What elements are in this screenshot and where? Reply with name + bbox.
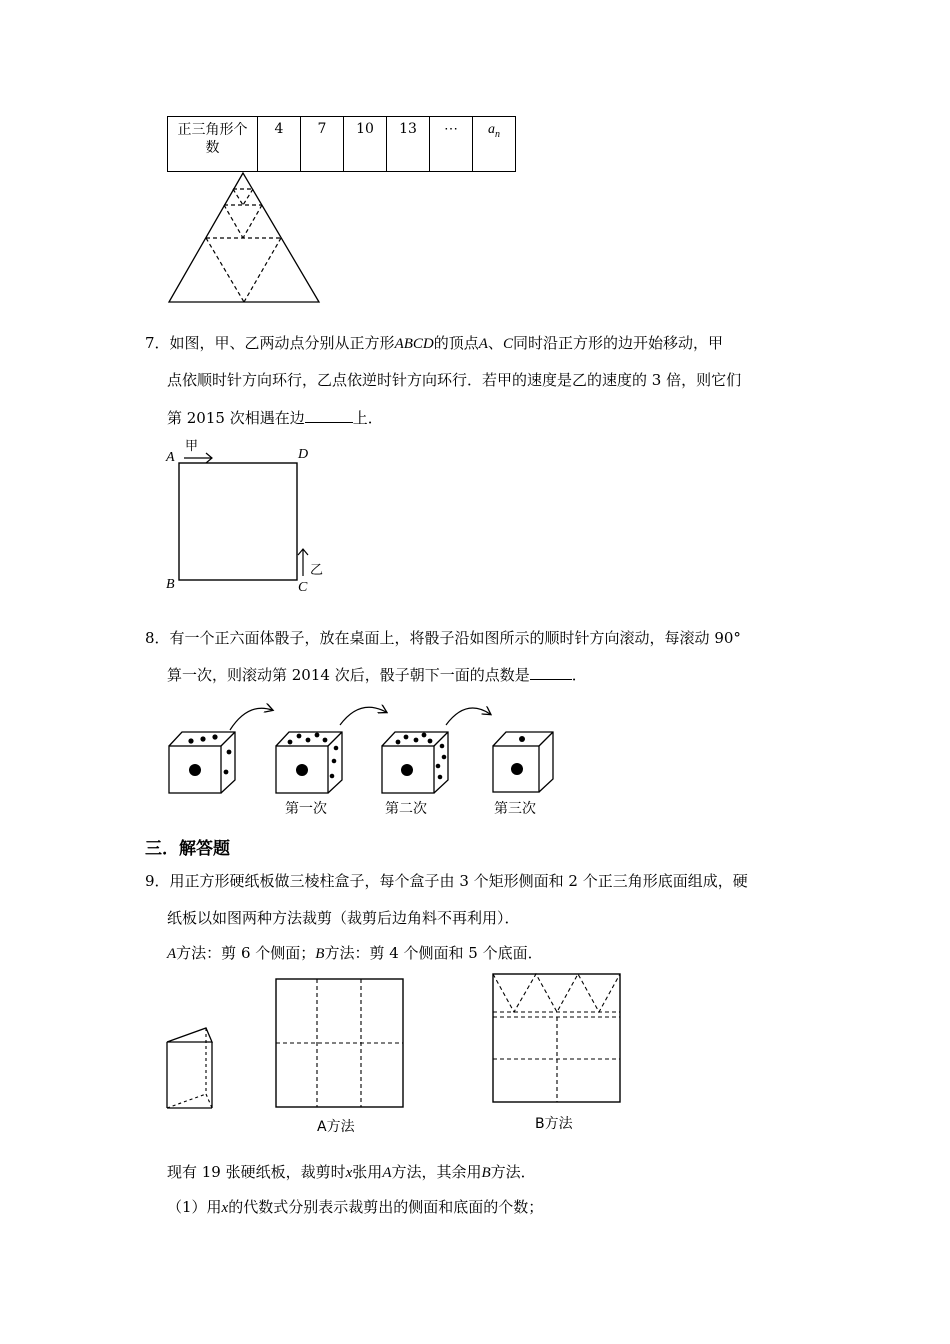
sequence-table [167, 116, 516, 172]
dice-caption: 第一次 [285, 801, 327, 817]
q9-var-x: x [345, 1165, 353, 1181]
method-b-figure [487, 970, 627, 1110]
q8-answer-blank[interactable] [530, 665, 572, 680]
q9-sub1 [167, 1197, 543, 1218]
q9-line1 [145, 871, 748, 891]
section-title: 三．解答题 [145, 839, 230, 859]
q9-a-label: A [382, 1165, 392, 1181]
cap-method-a: A方法 [317, 1119, 355, 1135]
label-jia: 甲 [185, 439, 199, 454]
label-a: A [166, 450, 175, 465]
q9-text: 方法，其余用 [391, 1163, 482, 1181]
q9-text: 方法：剪 4 个侧面和 5 个底面． [324, 944, 543, 962]
die-4-dots [511, 736, 525, 775]
yi-arrow-icon [298, 549, 308, 576]
q7-line1 [145, 333, 723, 354]
table-header-cell [168, 117, 258, 172]
q9-text: 的代数式分别表示裁剪出的侧面和底面的个数； [228, 1198, 544, 1216]
table-header-line2: 数 [205, 140, 220, 156]
q9-a-label: A [167, 946, 177, 962]
q9-b-label: B [315, 946, 325, 962]
q7-vertex-c: C [502, 336, 513, 352]
mid-line [244, 238, 281, 302]
table-cell-an [473, 117, 516, 172]
label-yi: 乙 [310, 563, 324, 578]
table-cell: 7 [301, 117, 344, 172]
prism-figure [160, 1020, 250, 1120]
q8-number: 8． [145, 629, 170, 647]
q8-line1 [145, 628, 741, 648]
triangle-figure [160, 170, 330, 310]
table-cell: ⋯ [430, 117, 473, 172]
q7-text: 第 2015 次相遇在边 [167, 409, 305, 427]
q9-line2: 纸板以如图两种方法裁剪（裁剪后边角料不再利用）． [167, 909, 520, 927]
q9-b-label: B [481, 1165, 491, 1181]
jia-arrow-icon [184, 453, 212, 463]
table-header-line1: 正三角形个 [177, 122, 248, 138]
q7-line3 [167, 408, 383, 428]
tiny-line [233, 189, 243, 205]
tiny-line [243, 189, 253, 205]
q7-text: 同时沿正方形的边开始移动，甲 [512, 334, 723, 352]
method-a-figure [270, 975, 410, 1115]
q9-line3 [167, 943, 543, 964]
table-cell: 13 [387, 117, 430, 172]
q7-square-name: ABCD [394, 336, 434, 352]
die-2-dots [288, 733, 339, 779]
label-b: B [166, 577, 175, 592]
die-1-dots [188, 734, 231, 776]
q7-text: 、 [487, 334, 503, 352]
q7-text: 如图，甲、乙两动点分别从正方形 [169, 334, 395, 352]
q9-text: 方法：剪 6 个侧面； [176, 944, 316, 962]
die-3-dots [396, 733, 447, 780]
label-d: D [298, 447, 309, 462]
q9-text: 现有 19 张硬纸板，裁剪时 [167, 1163, 346, 1181]
small-line [243, 205, 262, 238]
mid-line [206, 238, 244, 302]
q7-vertex-a: A [478, 336, 488, 352]
q7-text: 上． [352, 409, 383, 427]
q7-line2: 点依顺时针方向环行，乙点依逆时针方向环行．若甲的速度是乙的速度的 3 倍，则它们 [167, 371, 742, 389]
q7-answer-blank[interactable] [305, 408, 353, 423]
dice-caption: 第三次 [494, 801, 536, 817]
dice-figure [160, 700, 560, 800]
prism-top [167, 1028, 212, 1042]
q9-text: 方法． [490, 1163, 536, 1181]
q9-number: 9． [145, 872, 170, 890]
q9-text: （1）用 [167, 1198, 222, 1216]
cap-method-b: B方法 [535, 1116, 573, 1132]
dice-caption: 第二次 [385, 801, 427, 817]
q9-after [167, 1162, 536, 1183]
q8-text: 算一次，则滚动第 2014 次后，骰子朝下一面的点数是 [167, 666, 530, 684]
q9-text: 用正方形硬纸板做三棱柱盒子，每个盒子由 3 个矩形侧面和 2 个正三角形底面组成，硬 [169, 872, 748, 890]
roll-arrow-icon [230, 707, 490, 730]
label-c: C [298, 580, 308, 595]
an-base: a [488, 122, 495, 137]
table-cell: 10 [344, 117, 387, 172]
square [179, 463, 297, 580]
small-line [224, 205, 243, 238]
q8-text: 有一个正六面体骰子，放在桌面上，将骰子沿如图所示的顺时针方向滚动，每滚动 90° [169, 629, 741, 647]
an-sub: n [495, 128, 500, 140]
q7-text: 的顶点 [433, 334, 479, 352]
q9-text: 张用 [352, 1163, 383, 1181]
q7-number: 7． [145, 334, 170, 352]
q8-line2 [167, 665, 587, 685]
table-cell: 4 [258, 117, 301, 172]
q9-var-x: x [221, 1200, 229, 1216]
q8-text: ． [571, 666, 587, 684]
